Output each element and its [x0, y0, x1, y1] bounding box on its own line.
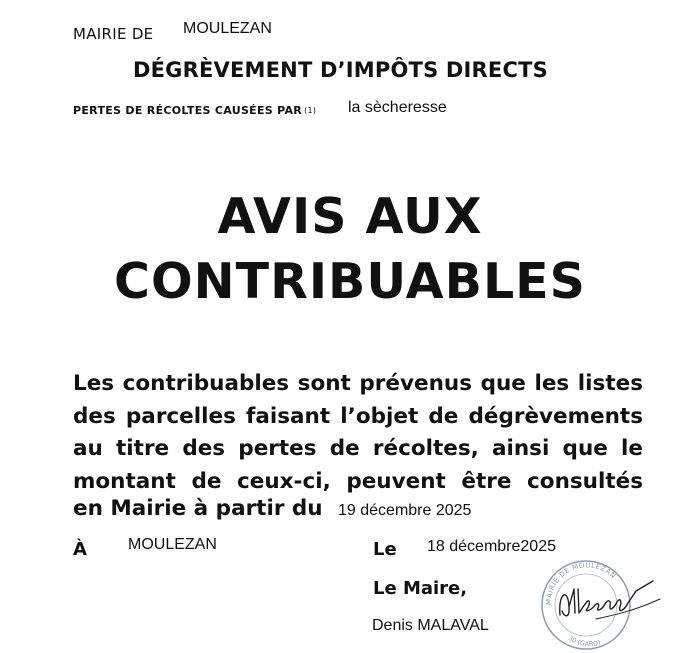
signature-stroke — [560, 581, 653, 616]
cause-label-text: PERTES DE RÉCOLTES CAUSÉES PAR — [73, 104, 303, 117]
notice-line: des parcelles faisant l’objet de dégrèvements — [73, 403, 643, 429]
notice-last-line: en Mairie à partir du — [73, 496, 323, 521]
maire-label: Le Maire, — [373, 578, 468, 599]
notice-line: Les contribuables sont prévenus que les listes — [73, 371, 643, 396]
headline-line-2: CONTRIBUABLES — [114, 253, 586, 310]
place-label: À — [73, 539, 87, 560]
consultation-date: 19 décembre 2025 — [338, 502, 472, 519]
notice-paragraph — [73, 368, 643, 498]
mairie-label: MAIRIE DE — [73, 25, 154, 43]
mairie-stamp-signature — [538, 553, 668, 653]
headline-line-1: AVIS AUX — [217, 188, 483, 245]
place-value: MOULEZAN — [128, 536, 217, 553]
mairie-value: MOULEZAN — [183, 20, 272, 37]
stamp-bottom-text: 30 (GARD) — [566, 634, 602, 649]
stamp-top-text: MAIRIE DE MOULEZAN — [544, 561, 618, 606]
notice-line: au titre des pertes de récoltes, ainsi que le — [73, 436, 643, 461]
cause-label — [73, 104, 316, 117]
cause-footnote-marker: (1) — [304, 106, 317, 115]
cause-value: la sècheresse — [348, 99, 447, 116]
maire-name: Denis MALAVAL — [372, 617, 489, 634]
date-value: 18 décembre2025 — [427, 538, 556, 555]
document-title: DÉGRÈVEMENT D’IMPÔTS DIRECTS — [133, 58, 548, 82]
stamp-inner-ring — [555, 574, 617, 636]
date-label: Le — [373, 539, 397, 560]
notice-line: montant de ceux-ci, peuvent être consultés — [73, 468, 643, 494]
